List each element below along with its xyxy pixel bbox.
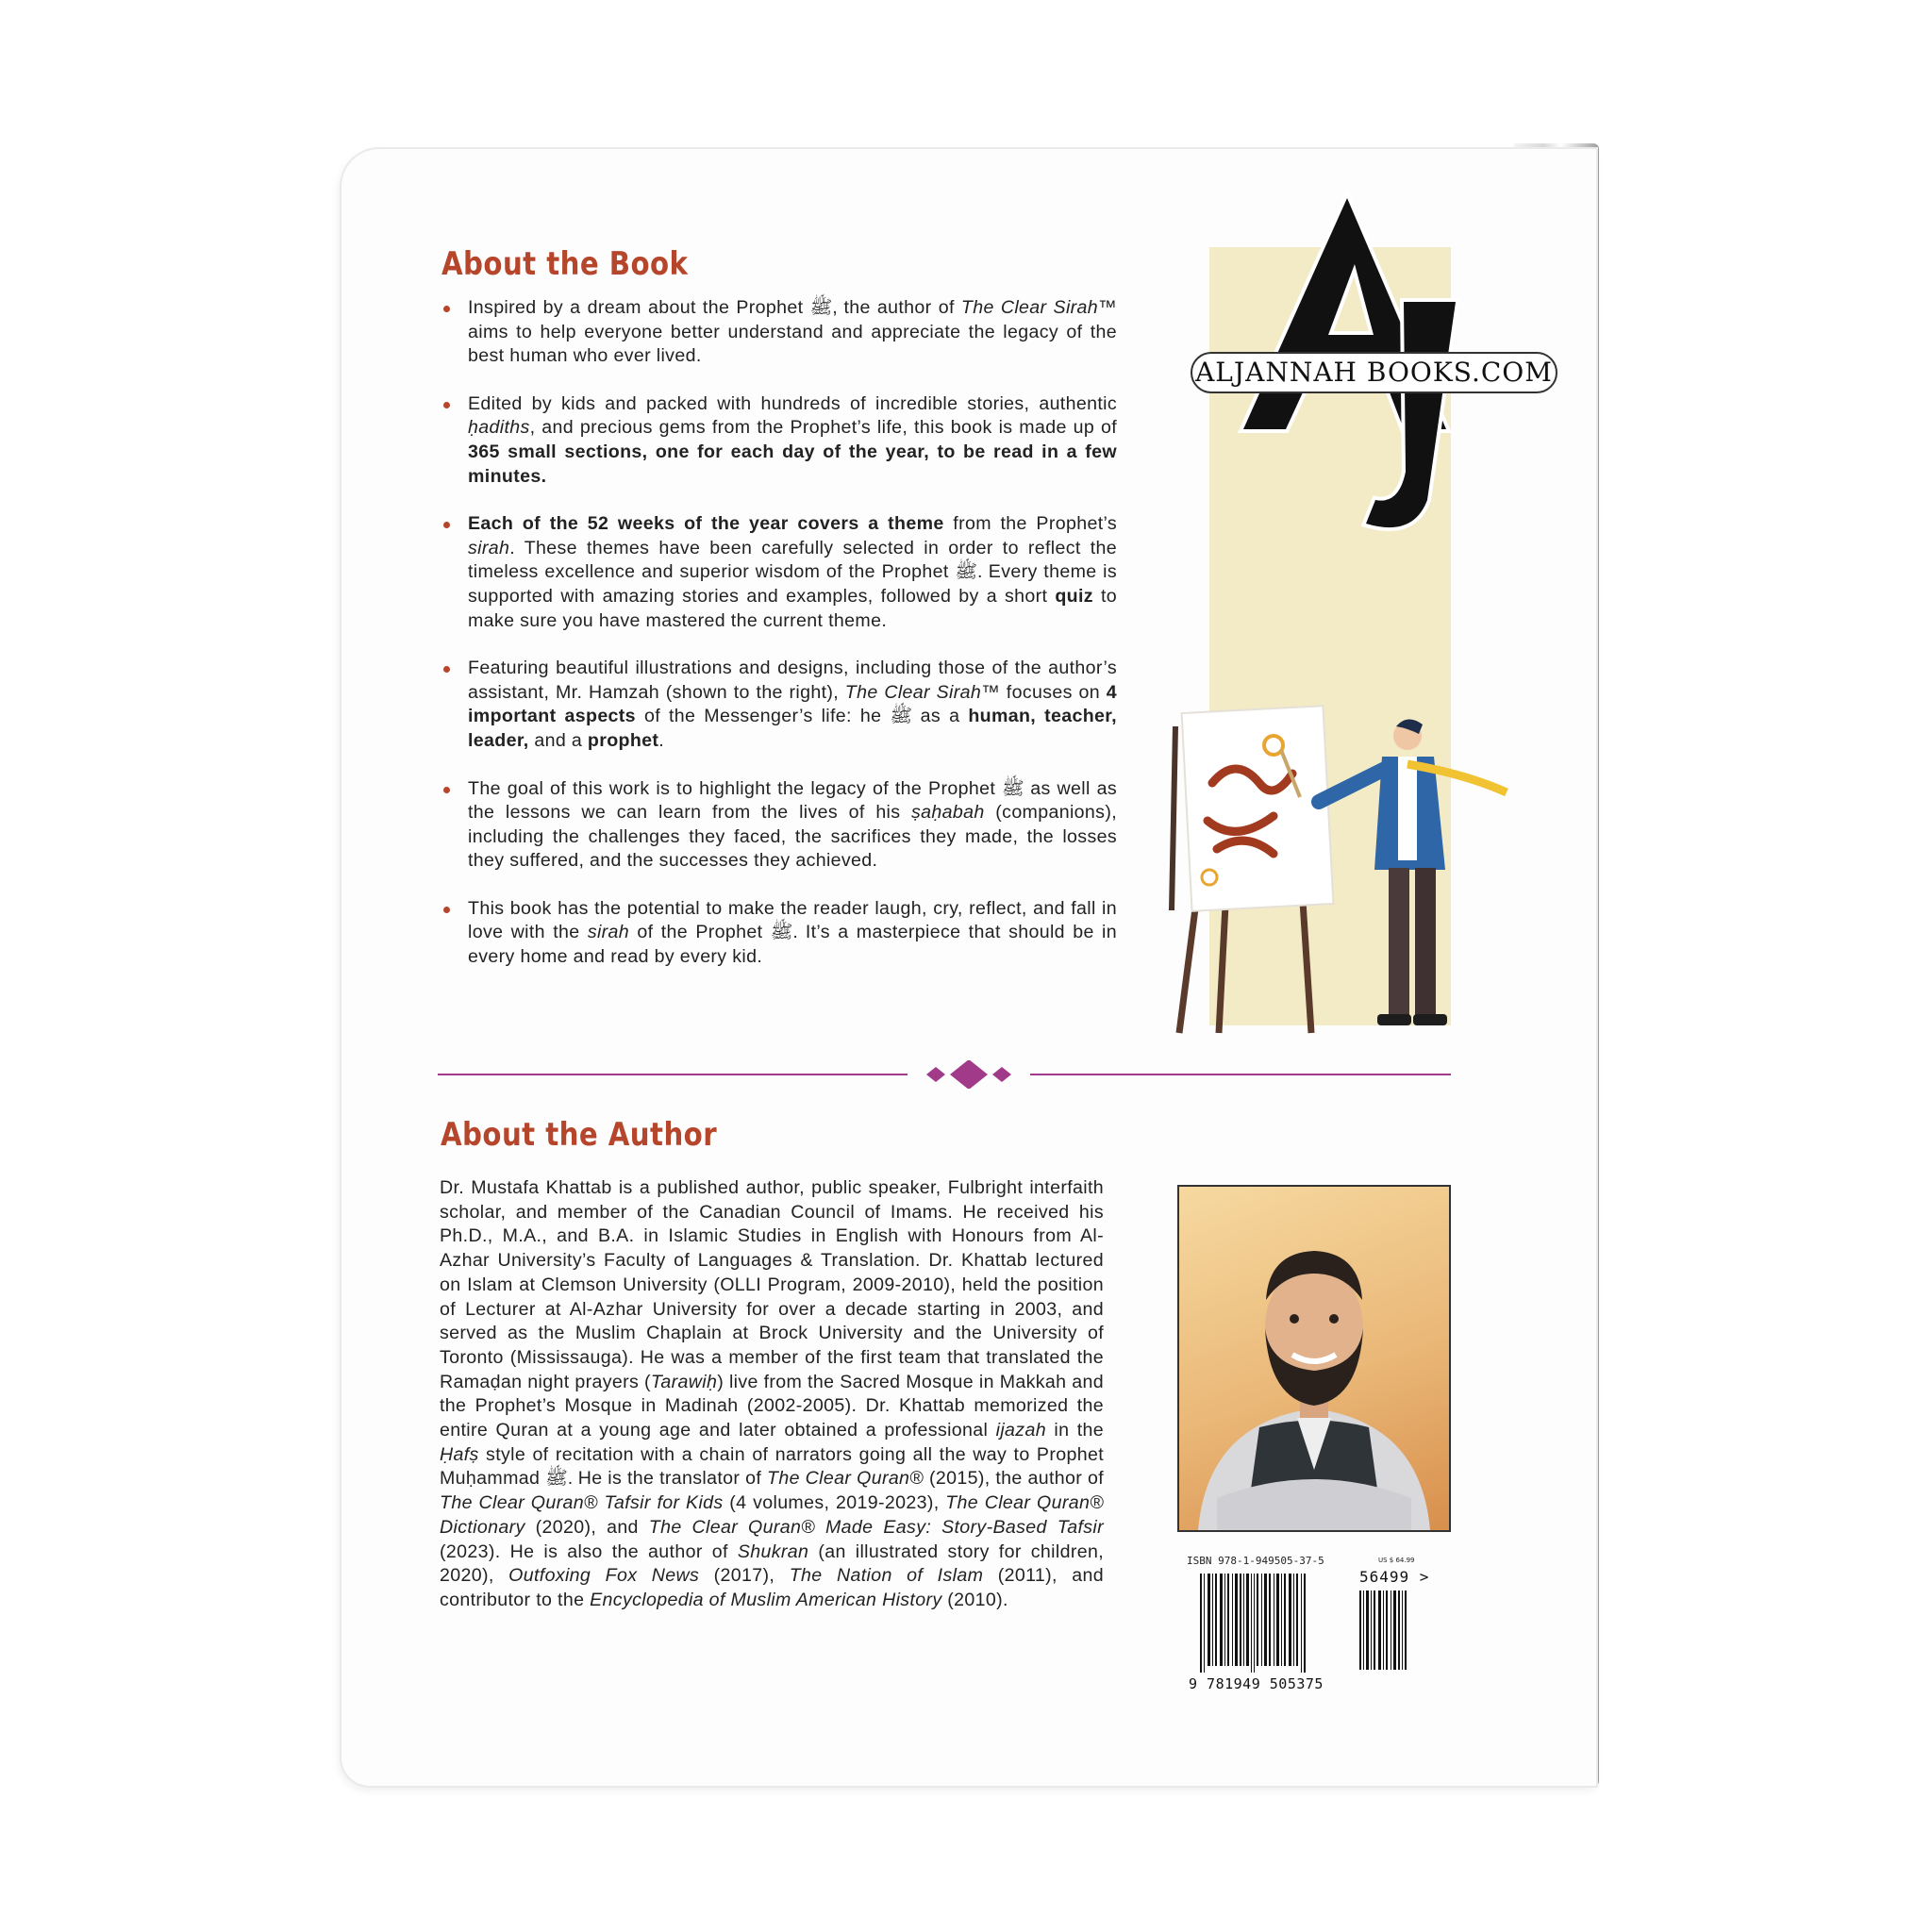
aljannah-logo-text: ALJANNAH BOOKS.COM [1191, 352, 1557, 393]
about-book-bullets [440, 296, 1117, 993]
barcode-bars [1187, 1555, 1441, 1677]
price-code: 56499 > [1359, 1568, 1430, 1586]
isbn-label: ISBN 978-1-949505-37-5 [1187, 1555, 1324, 1567]
presenter-illustration [1160, 698, 1509, 1038]
bullet-item: Edited by kids and packed with hundreds of incredible stories, authentic ḥadiths, and precious gems from the Prophet’s life, this book is made up of 365 small sections, one for each day of the year, to be read in a few minutes. [440, 392, 1117, 489]
bullet-item: The goal of this work is to highlight the legacy of the Prophet ﷺ as well as the lessons we can learn from the lives of his ṣaḥabah (companions), including the challenges they faced, the sacrifices they made, the losses they suffered, and the successes they achieved. [440, 777, 1117, 874]
author-portrait [1177, 1185, 1451, 1532]
about-author-heading: About the Author [441, 1116, 718, 1154]
author-bio: Dr. Mustafa Khattab is a published author, public speaker, Fulbright interfaith scholar, and member of the Canadian Council of Imams. He received his Ph.D., M.A., and B.A. in Islamic Studies in English with Honours from Al-Azhar University’s Faculty of Languages & Translation. Dr. Khattab lectured on Islam at Clemson University (OLLI Program, 2009-2010), held the position of Lecturer at Al-Azhar University for over a decade starting in 2003, and served as the Muslim Chaplain at Brock University and the University of Toronto (Mississauga). He was a member of the first team that translated the Ramaḍan night prayers (Tarawiḥ) live from the Sacred Mosque in Makkah and the Prophet’s Mosque in Madinah (2002-2005). Dr. Khattab memorized the entire Quran at a young age and later obtained a professional ijazah in the Ḥafṣ style of recitation with a chain of narrators going all the way to Prophet Muḥammad ﷺ. He is the translator of The Clear Quran® (2015), the author of The Clear Quran® Tafsir for Kids (4 volumes, 2019-2023), The Clear Quran® Dictionary (2020), and The Clear Quran® Made Easy: Story-Based Tafsir (2023). He is also the author of Shukran (an illustrated story for children, 2020), Outfoxing Fox News (2017), The Nation of Islam (2011), and contributor to the Encyclopedia of Muslim American History (2010). [440, 1177, 1105, 1610]
author-portrait-illustration [1179, 1187, 1449, 1530]
about-book-heading: About the Book [441, 245, 689, 283]
bullet-item: Inspired by a dream about the Prophet ﷺ, the author of The Clear Sirah™ aims to help everyone better understand and appreciate the legacy of the best human who ever lived. [440, 296, 1117, 369]
barcode-number: 9 781949 505375 [1189, 1675, 1324, 1692]
bullet-item: Featuring beautiful illustrations and designs, including those of the author’s assistant, Mr. Hamzah (shown to the right), The Clear Sirah™ focuses on 4 important aspects of the Messenger’s life: he ﷺ as a human, teacher, leader, and a prophet. [440, 657, 1117, 753]
bullet-item: Each of the 52 weeks of the year covers a theme from the Prophet’s sirah. These themes have been carefully selected in order to reflect the timeless excellence and superior wisdom of the Prophet ﷺ. Every theme is supported with amazing stories and examples, followed by a short quiz to make sure you have mastered the current theme. [440, 512, 1117, 633]
bullet-item: This book has the potential to make the reader laugh, cry, reflect, and fall in love with the sirah of the Prophet ﷺ. It’s a masterpiece that should be in every home and read by every kid. [440, 897, 1117, 970]
barcode-block [1187, 1555, 1441, 1696]
section-divider [438, 1060, 1451, 1089]
price-label: US $ 64.99 [1378, 1557, 1415, 1564]
